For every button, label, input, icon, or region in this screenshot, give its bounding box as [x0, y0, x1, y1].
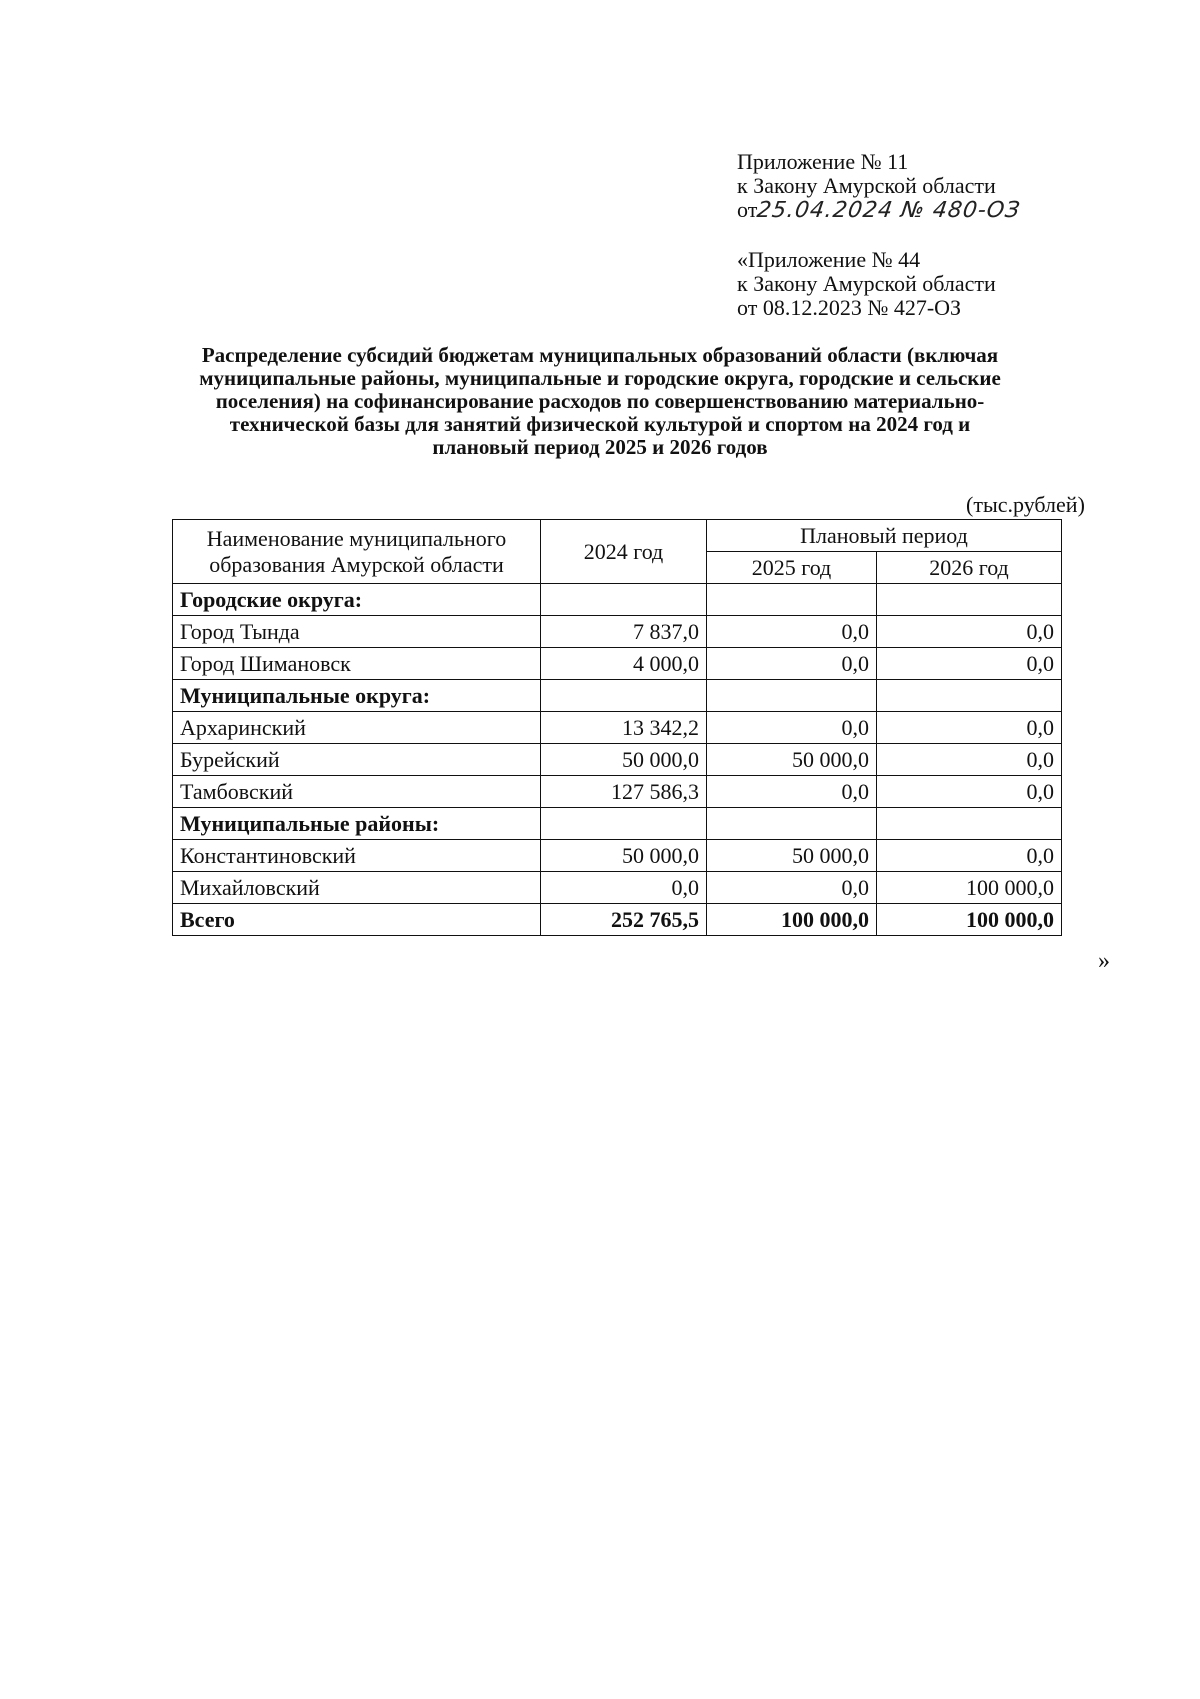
value-2025-cell [707, 584, 877, 616]
document-title [140, 344, 1060, 459]
value-2024-cell: 50 000,0 [541, 840, 707, 872]
value-2025-cell: 0,0 [707, 616, 877, 648]
total-label-cell: Всего [173, 904, 541, 936]
unit-label: (тыс.рублей) [966, 492, 1085, 517]
municipality-name-cell: Константиновский [173, 840, 541, 872]
total-2026-cell: 100 000,0 [877, 904, 1062, 936]
annex-previous-block [737, 248, 996, 320]
prev-annex-law-ref: к Закону Амурской области [737, 271, 996, 296]
title-line-3: поселения) на софинансирование расходов по совершенствованию материально- [215, 389, 985, 413]
annex-date-line [737, 198, 1021, 223]
header-2026: 2026 год [877, 552, 1062, 584]
annex-law-ref: к Закону Амурской области [737, 173, 996, 198]
value-2025-cell: 50 000,0 [707, 744, 877, 776]
table-row [173, 712, 1062, 744]
title-line-1: Распределение субсидий бюджетам муниципальных образований области (включая [201, 343, 999, 367]
table-section-row [173, 680, 1062, 712]
municipality-name-cell: Город Тында [173, 616, 541, 648]
value-2025-cell: 0,0 [707, 712, 877, 744]
header-2025: 2025 год [707, 552, 877, 584]
header-municipality [173, 520, 541, 584]
municipality-name-cell: Архаринский [173, 712, 541, 744]
title-line-2: муниципальные районы, муниципальные и городские округа, городские и сельские [199, 366, 1001, 390]
table-section-row [173, 808, 1062, 840]
municipality-name-cell: Бурейский [173, 744, 541, 776]
prev-annex-number: «Приложение № 44 [737, 247, 921, 272]
table-row [173, 648, 1062, 680]
prev-annex-date: от 08.12.2023 № 427-ОЗ [737, 295, 962, 320]
annex-date-prefix: от [737, 197, 758, 222]
value-2024-cell: 4 000,0 [541, 648, 707, 680]
value-2026-cell: 0,0 [877, 744, 1062, 776]
header-municipality-line-2: образования Амурской области [209, 551, 504, 577]
table-row [173, 840, 1062, 872]
value-2025-cell [707, 808, 877, 840]
municipality-name-cell: Городские округа: [173, 584, 541, 616]
value-2026-cell: 0,0 [877, 776, 1062, 808]
value-2024-cell: 127 586,3 [541, 776, 707, 808]
value-2024-cell [541, 808, 707, 840]
value-2024-cell [541, 584, 707, 616]
title-line-4: технической базы для занятий физической культурой и спортом на 2024 год и [229, 412, 971, 436]
header-municipality-line-1: Наименование муниципального [206, 525, 507, 551]
total-2025-cell: 100 000,0 [707, 904, 877, 936]
value-2026-cell: 0,0 [877, 648, 1062, 680]
total-2024-cell: 252 765,5 [541, 904, 707, 936]
municipality-name-cell: Муниципальные районы: [173, 808, 541, 840]
municipality-name-cell: Муниципальные округа: [173, 680, 541, 712]
table-row [173, 776, 1062, 808]
value-2024-cell: 0,0 [541, 872, 707, 904]
municipality-name-cell: Михайловский [173, 872, 541, 904]
subsidy-table [172, 519, 1062, 936]
value-2024-cell [541, 680, 707, 712]
value-2026-cell [877, 584, 1062, 616]
closing-quote: » [1098, 948, 1110, 974]
municipality-name-cell: Город Шимановск [173, 648, 541, 680]
value-2026-cell: 0,0 [877, 712, 1062, 744]
annex-number: Приложение № 11 [737, 149, 909, 174]
value-2026-cell: 100 000,0 [877, 872, 1062, 904]
value-2024-cell: 13 342,2 [541, 712, 707, 744]
value-2025-cell: 0,0 [707, 872, 877, 904]
table-row [173, 616, 1062, 648]
value-2026-cell: 0,0 [877, 840, 1062, 872]
value-2025-cell: 0,0 [707, 648, 877, 680]
municipality-name-cell: Тамбовский [173, 776, 541, 808]
handwritten-date-number: 25.04.2024 № 480-ОЗ [755, 198, 1023, 223]
value-2026-cell [877, 680, 1062, 712]
value-2025-cell: 0,0 [707, 776, 877, 808]
value-2025-cell: 50 000,0 [707, 840, 877, 872]
title-line-5: плановый период 2025 и 2026 годов [432, 435, 768, 459]
table-total-row [173, 904, 1062, 936]
table-row [173, 872, 1062, 904]
value-2026-cell: 0,0 [877, 616, 1062, 648]
table-row [173, 744, 1062, 776]
value-2024-cell: 7 837,0 [541, 616, 707, 648]
value-2026-cell [877, 808, 1062, 840]
header-planned-period: Плановый период [707, 520, 1062, 552]
header-2024: 2024 год [541, 520, 707, 584]
table-section-row [173, 584, 1062, 616]
annex-current-block [737, 150, 1021, 223]
value-2025-cell [707, 680, 877, 712]
value-2024-cell: 50 000,0 [541, 744, 707, 776]
